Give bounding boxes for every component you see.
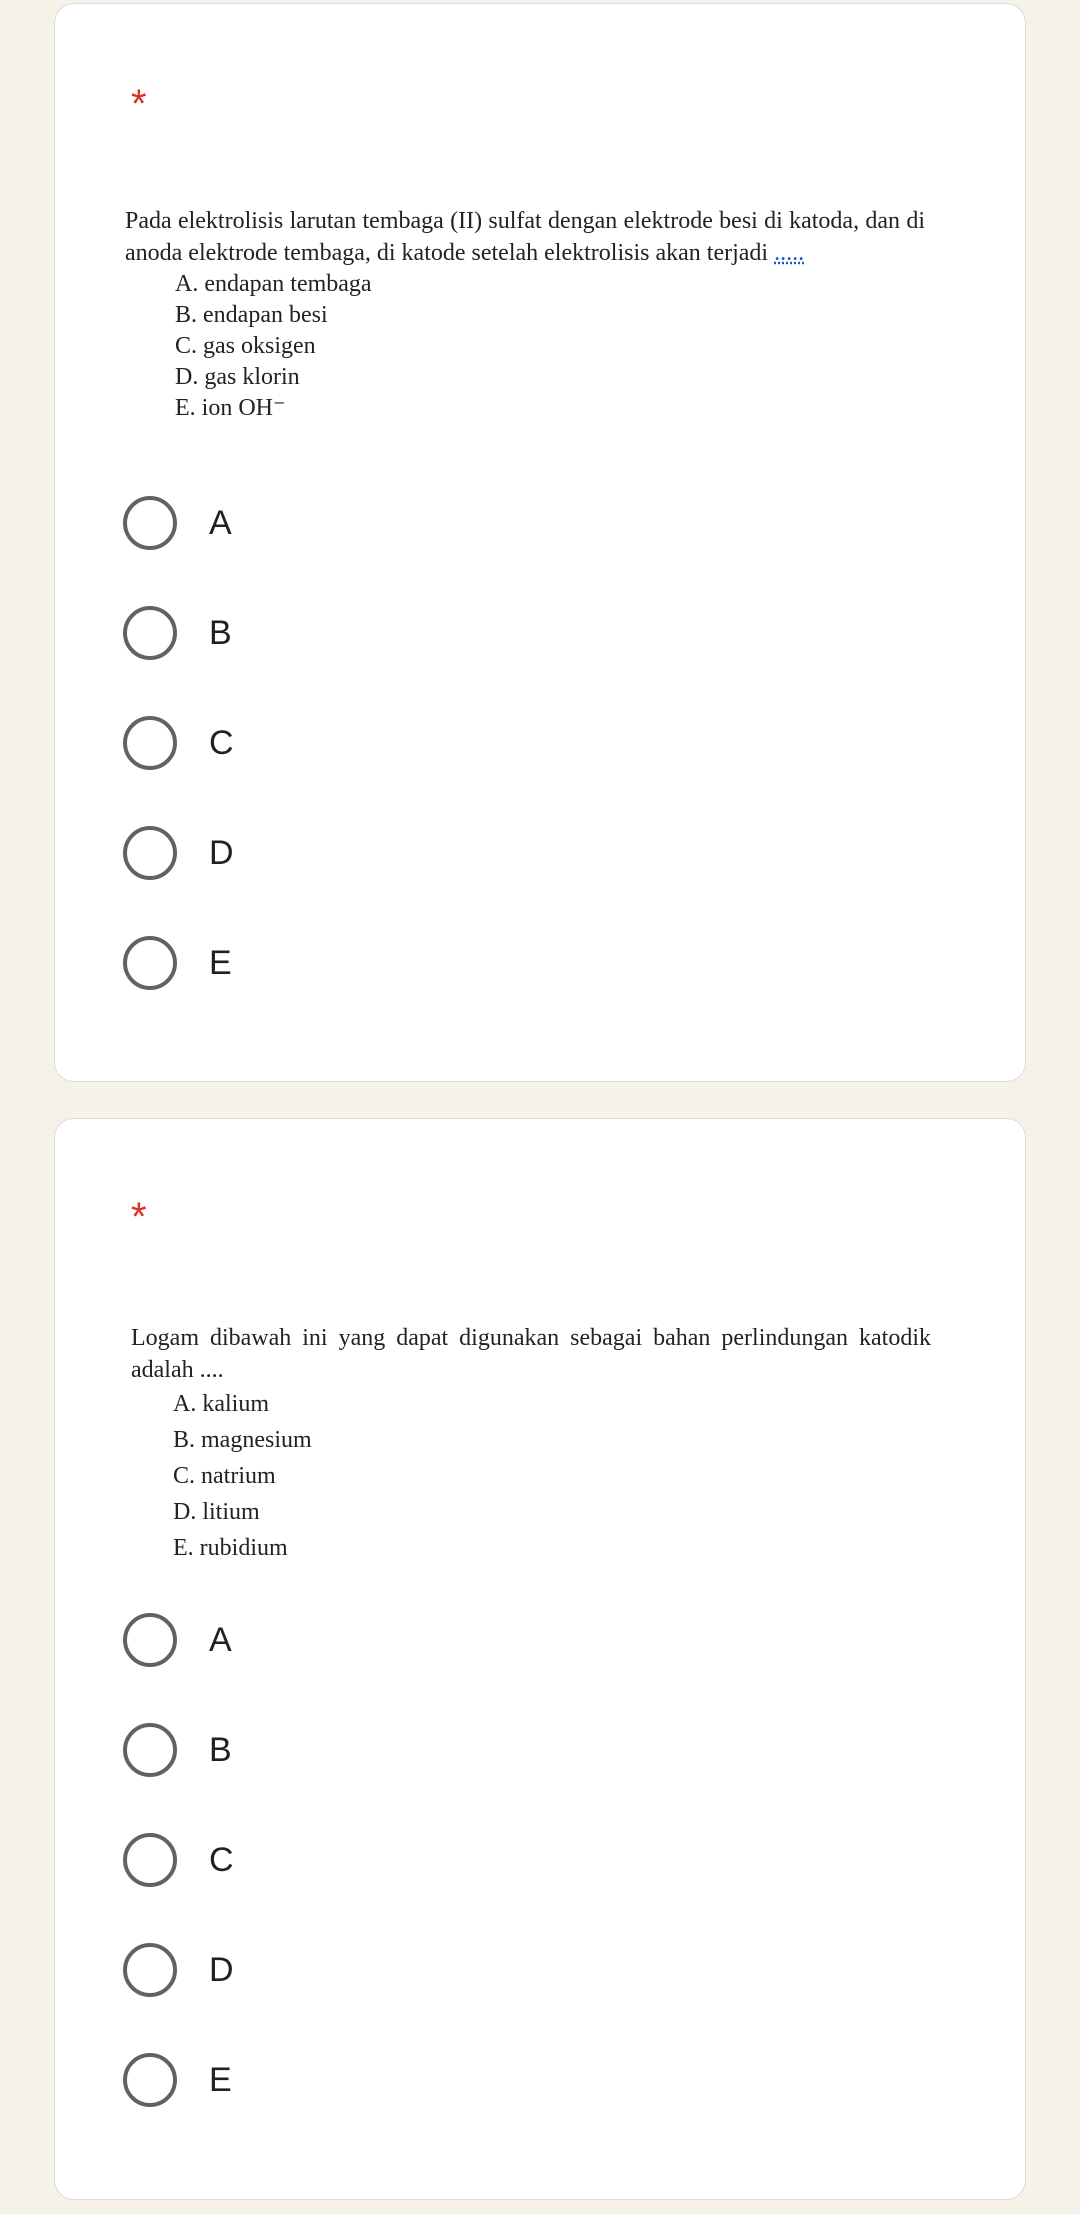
radio-option-b[interactable] — [123, 578, 234, 688]
question-option: E. ion OH⁻ — [175, 395, 286, 421]
question-option: A. kalium — [173, 1391, 269, 1417]
question-image — [125, 205, 925, 424]
question-option: A. endapan tembaga — [175, 271, 372, 297]
question-option: C. gas oksigen — [175, 333, 316, 359]
radio-option-e[interactable] — [123, 908, 234, 1018]
question-text: Logam dibawah ini yang dapat digunakan sebagai bahan perlindungan katodik adalah .... — [131, 1325, 931, 1383]
radio-button[interactable] — [123, 1613, 177, 1667]
question-card-1 — [54, 3, 1026, 1082]
radio-label: A — [209, 1620, 232, 1659]
required-asterisk: * — [131, 1195, 147, 1239]
radio-label: C — [209, 723, 234, 762]
required-asterisk: * — [131, 82, 147, 126]
radio-label: B — [209, 613, 232, 652]
radio-option-c[interactable] — [123, 688, 234, 798]
radio-group — [123, 468, 234, 1018]
radio-option-d[interactable] — [123, 798, 234, 908]
radio-option-b[interactable] — [123, 1695, 234, 1805]
radio-button[interactable] — [123, 826, 177, 880]
radio-label: B — [209, 1730, 232, 1769]
question-card-2 — [54, 1118, 1026, 2200]
question-option-list — [175, 269, 925, 424]
question-option: D. litium — [173, 1499, 260, 1525]
radio-button[interactable] — [123, 606, 177, 660]
radio-button[interactable] — [123, 936, 177, 990]
radio-option-c[interactable] — [123, 1805, 234, 1915]
radio-button[interactable] — [123, 716, 177, 770]
radio-button[interactable] — [123, 1943, 177, 1997]
radio-label: A — [209, 503, 232, 542]
radio-label: C — [209, 1840, 234, 1879]
radio-button[interactable] — [123, 496, 177, 550]
radio-option-d[interactable] — [123, 1915, 234, 2025]
radio-label: E — [209, 2060, 232, 2099]
radio-button[interactable] — [123, 1723, 177, 1777]
radio-label: D — [209, 1950, 234, 1989]
question-option: E. rubidium — [173, 1535, 288, 1561]
question-image — [131, 1322, 931, 1566]
radio-group — [123, 1585, 234, 2135]
radio-option-e[interactable] — [123, 2025, 234, 2135]
question-text: Pada elektrolisis larutan tembaga (II) sulfat dengan elektrode besi di katoda, dan di anoda elektrode tembaga, di katode setelah elektrolisis akan terjadi ..... — [125, 208, 925, 266]
question-option: C. natrium — [173, 1463, 276, 1489]
radio-button[interactable] — [123, 2053, 177, 2107]
radio-label: D — [209, 833, 234, 872]
answer-blank: ..... — [774, 240, 805, 266]
radio-label: E — [209, 943, 232, 982]
question-option-list — [173, 1386, 931, 1566]
question-option: D. gas klorin — [175, 364, 300, 390]
question-option: B. endapan besi — [175, 302, 328, 328]
question-option: B. magnesium — [173, 1427, 312, 1453]
radio-option-a[interactable] — [123, 1585, 234, 1695]
radio-button[interactable] — [123, 1833, 177, 1887]
radio-option-a[interactable] — [123, 468, 234, 578]
